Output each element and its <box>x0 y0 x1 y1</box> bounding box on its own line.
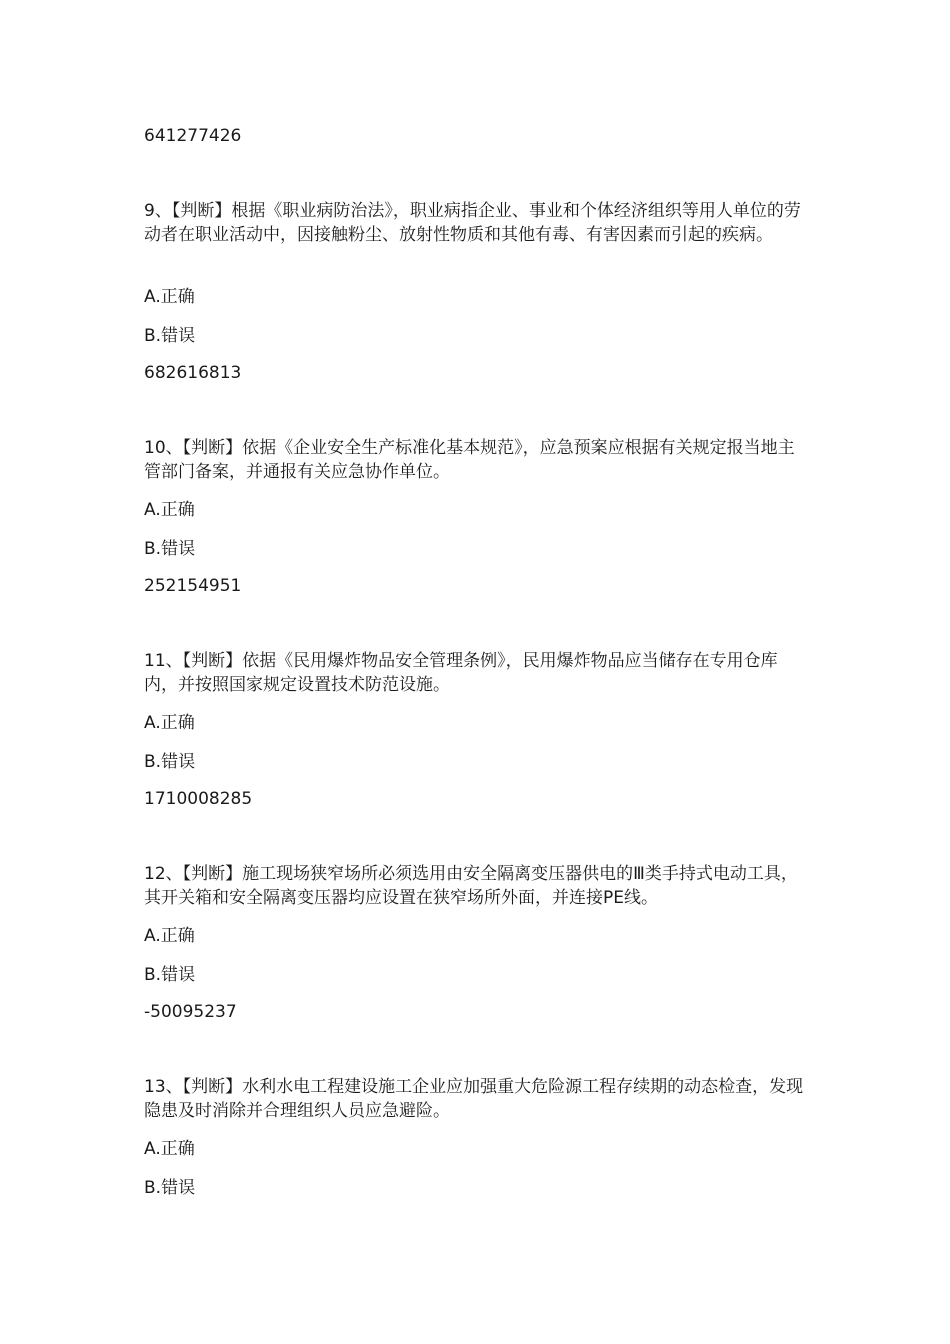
question-10-option-b: B.错误 <box>144 539 196 559</box>
question-10-option-a: A.正确 <box>144 500 195 520</box>
question-11-option-b: B.错误 <box>144 752 196 772</box>
question-9-option-a: A.正确 <box>144 287 195 307</box>
question-9-option-b: B.错误 <box>144 326 196 346</box>
question-9-code: 682616813 <box>144 363 242 383</box>
question-11-option-a: A.正确 <box>144 713 195 733</box>
question-13-option-a: A.正确 <box>144 1139 195 1159</box>
question-12-text: 12、【判断】施工现场狭窄场所必须选用由安全隔离变压器供电的Ⅲ类手持式电动工具，其开关箱和安全隔离变压器均应设置在狭窄场所外面，并连接PE线。 <box>144 864 798 908</box>
question-12-code: -50095237 <box>144 1002 237 1022</box>
question-11-code: 1710008285 <box>144 789 253 809</box>
question-12-option-a: A.正确 <box>144 926 195 946</box>
question-13-option-b: B.错误 <box>144 1178 196 1198</box>
question-10-text: 10、【判断】依据《企业安全生产标准化基本规范》，应急预案应根据有关规定报当地主管部门备案，并通报有关应急协作单位。 <box>144 438 795 482</box>
question-10-code: 252154951 <box>144 576 242 596</box>
question-11-text: 11、【判断】依据《民用爆炸物品安全管理条例》，民用爆炸物品应当储存在专用仓库内，并按照国家规定设置技术防范设施。 <box>144 651 778 695</box>
question-13-text: 13、【判断】水利水电工程建设施工企业应加强重大危险源工程存续期的动态检查，发现隐患及时消除并合理组织人员应急避险。 <box>144 1077 804 1121</box>
intro-code: 641277426 <box>144 126 242 146</box>
question-12-option-b: B.错误 <box>144 965 196 985</box>
question-9-text: 9、【判断】根据《职业病防治法》，职业病指企业、事业和个体经济组织等用人单位的劳动者在职业活动中，因接触粉尘、放射性物质和其他有毒、有害因素而引起的疾病。 <box>144 201 801 245</box>
